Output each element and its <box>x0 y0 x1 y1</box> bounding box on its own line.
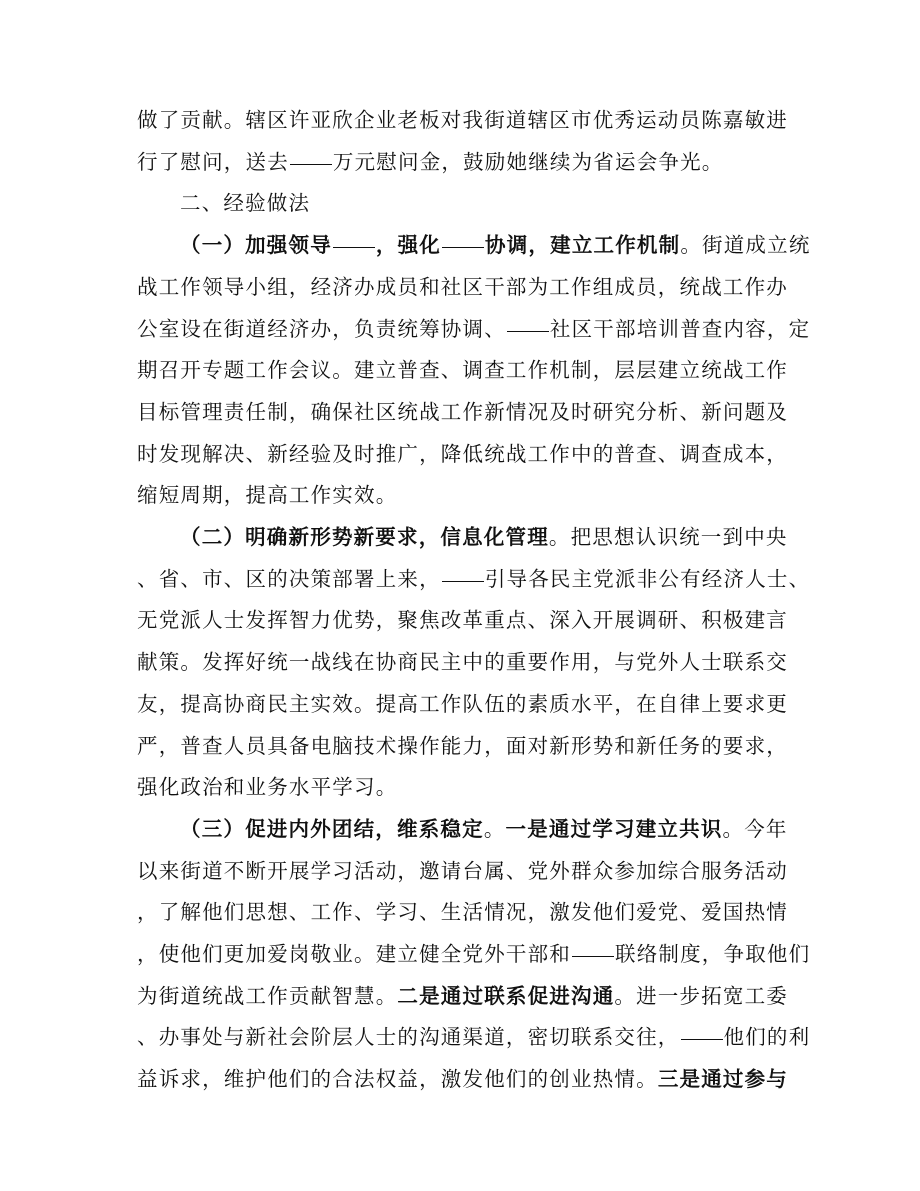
body-text: 益诉求，维护他们的合法权益，激发他们的创业热情。 <box>137 1067 658 1092</box>
bold-text: （一）加强领导 <box>180 233 332 258</box>
text-line <box>137 892 788 932</box>
body-text: 。今年 <box>722 816 788 841</box>
bold-text: 协调，建立工作机制 <box>485 233 681 258</box>
body-text: 他们的利 <box>723 1025 811 1050</box>
body-text: 。进一步拓宽工委 <box>614 983 789 1008</box>
body-text: 严，普查人员具备电脑技术操作能力，面对新形势和新任务的要求， <box>137 733 788 758</box>
bold-text: 三是通过参与 <box>657 1067 789 1092</box>
body-text: ，使他们更加爱岗敬业。建立健全党外干部和 <box>137 942 571 966</box>
bold-text: 二是通过联系促进沟通 <box>397 983 615 1008</box>
text-line <box>137 851 788 891</box>
fill-in-blank <box>333 246 375 248</box>
text-line <box>180 225 811 265</box>
body-text: 做了贡献。辖区许亚欣企业老板对我街道辖区市优秀运动员陈嘉敏进 <box>137 108 788 132</box>
body-text: 公室设在街道经济办，负责统筹协调、 <box>137 316 506 341</box>
bold-text: （三）促进内外团结，维系稳定 <box>180 816 484 841</box>
text-line <box>137 976 788 1016</box>
text-line <box>137 934 810 974</box>
fill-in-blank <box>290 163 332 165</box>
text-line <box>137 559 810 599</box>
text-line <box>137 142 724 182</box>
text-line <box>137 350 788 390</box>
fill-in-blank <box>442 580 484 582</box>
text-line <box>137 1059 788 1099</box>
body-text: 时发现解决、新经验及时推广，降低统战工作中的普查、调查成本， <box>137 441 788 466</box>
text-line <box>137 600 788 640</box>
body-text: 无党派人士发挥智力优势，聚焦改革重点、深入开展调研、积极建言 <box>137 608 788 633</box>
body-text: 缩短周期，提高工作实效。 <box>137 483 398 508</box>
bold-text: ，强化 <box>375 233 442 258</box>
body-text: 期召开专题工作会议。建立普查、调查工作机制，层层建立统战工作 <box>137 358 788 383</box>
body-text: 联络制度，争取他们 <box>615 942 811 966</box>
body-text: 。 <box>483 816 506 841</box>
bold-text: 一是通过学习建立共识 <box>505 816 723 841</box>
text-line <box>137 767 397 807</box>
text-line <box>137 726 788 766</box>
body-text: 为街道统战工作贡献智慧。 <box>137 983 398 1008</box>
body-text: 战工作领导小组，经济办成员和社区干部为工作组成员，统战工作办 <box>137 274 788 299</box>
body-text: 。把思想认识统一到中央 <box>548 525 788 549</box>
bold-text: （二）明确新形势新要求，信息化管理 <box>180 525 549 549</box>
body-text: 以来街道不断开展学习活动，邀请台属、党外群众参加综合服务活动 <box>137 858 788 883</box>
text-line <box>180 183 310 223</box>
text-line <box>180 809 788 849</box>
text-line <box>137 100 788 140</box>
body-text: 献策。发挥好统一战线在协商民主中的重要作用，与党外人士联系交 <box>137 650 788 675</box>
text-line <box>137 267 788 307</box>
body-text: 。街道成立统 <box>680 233 811 258</box>
body-text: 、办事处与新社会阶层人士的沟通渠道，密切联系交往， <box>137 1025 680 1050</box>
text-line <box>180 517 788 557</box>
body-text: 目标管理责任制，确保社区统战工作新情况及时研究分析、新问题及 <box>137 399 788 424</box>
text-line <box>137 434 788 474</box>
text-line <box>137 684 788 724</box>
body-text: 友，提高协商民主实效。提高工作队伍的素质水平，在自律上要求更 <box>137 691 788 716</box>
body-text: 二、经验做法 <box>180 191 311 216</box>
body-text: 社区干部培训普查内容，定 <box>549 316 811 341</box>
body-text: 万元慰问金，鼓励她继续为省运会争光。 <box>332 149 724 174</box>
fill-in-blank <box>442 246 484 248</box>
text-line <box>137 475 397 515</box>
body-text: 、省、市、区的决策部署上来， <box>137 566 441 591</box>
body-text: 引导各民主党派非公有经济人士、 <box>484 566 811 591</box>
fill-in-blank <box>681 1038 723 1040</box>
fill-in-blank <box>572 955 614 957</box>
fill-in-blank <box>507 330 549 332</box>
text-line <box>137 642 788 682</box>
body-text: ，了解他们思想、工作、学习、生活情况，激发他们爱党、爱国热情 <box>137 900 788 925</box>
body-text: 强化政治和业务水平学习。 <box>137 775 398 800</box>
text-line <box>137 309 810 349</box>
text-line <box>137 1017 810 1057</box>
text-line <box>137 392 788 432</box>
body-text: 行了慰问，送去 <box>137 149 289 174</box>
